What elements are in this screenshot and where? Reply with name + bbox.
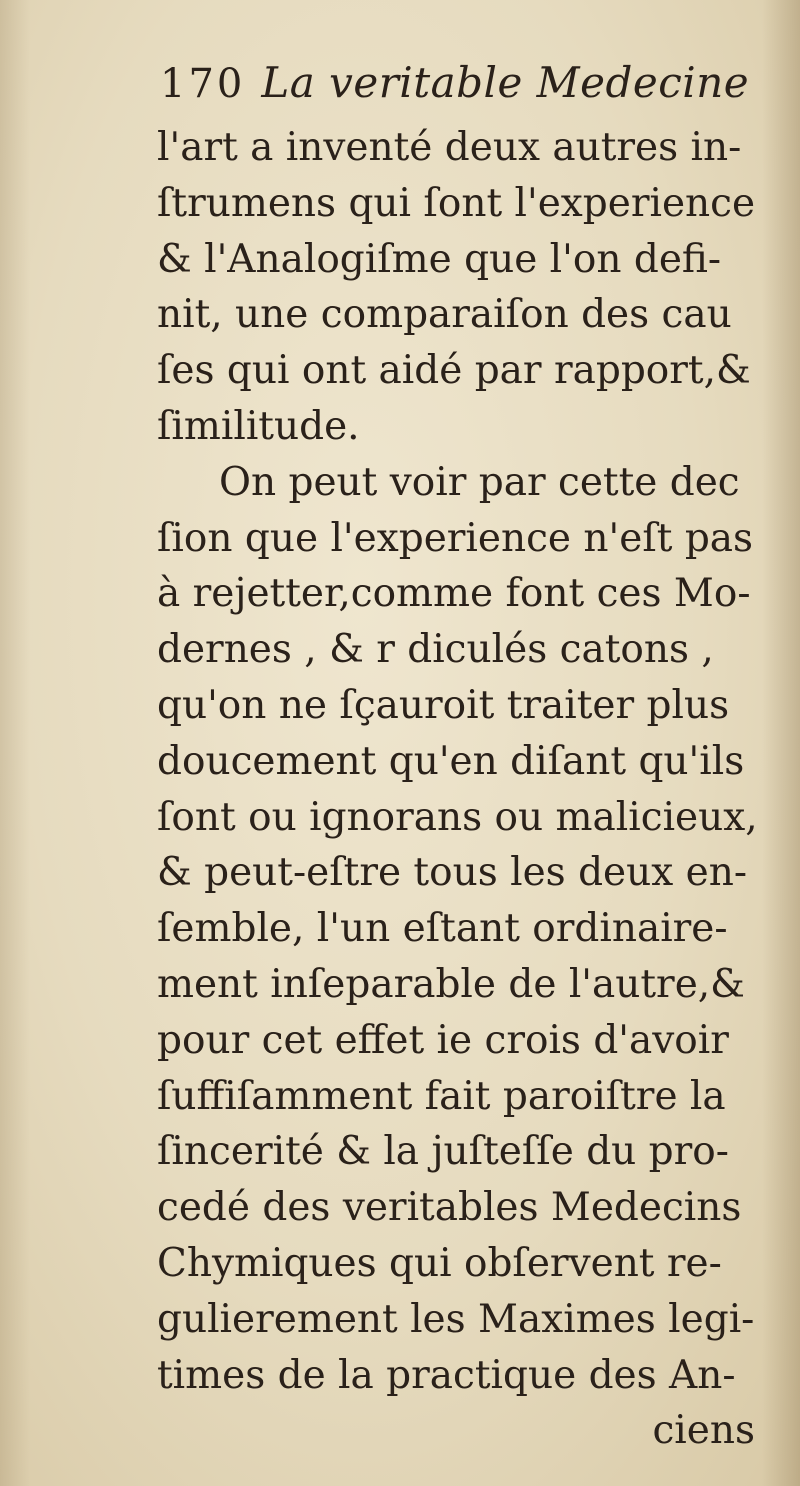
text-line: dernes , & r diculés catons , — [157, 627, 714, 673]
text-line: times de la practique des An- — [157, 1352, 736, 1398]
text-line: ment inſeparable de l'autre,& — [157, 961, 745, 1007]
page-number: 170 — [160, 61, 246, 107]
page-shadow-left — [0, 0, 30, 1486]
text-line: & peut-eſtre tous les deux en- — [157, 850, 748, 896]
page-shadow-right — [762, 0, 800, 1486]
text-line: pour cet effet ie crois d'avoir — [157, 1017, 729, 1063]
text-line: qu'on ne ſçauroit traiter plus — [157, 682, 730, 728]
text-line: ſimilitude. — [157, 403, 360, 449]
paragraph-start-line: On peut voir par cette dec — [219, 459, 740, 505]
text-line: nit, une comparaiſon des cau — [157, 292, 732, 338]
text-line: ſont ou ignorans ou malicieux, — [157, 794, 758, 840]
body-text — [157, 120, 767, 1459]
text-line: gulierement les Maximes legi- — [157, 1296, 755, 1342]
text-line: ſuffiſamment fait paroiſtre la — [157, 1073, 726, 1119]
text-line: à rejetter,comme font ces Mo- — [157, 571, 751, 617]
page-header — [160, 58, 749, 118]
text-line: ſemble, l'un eſtant ordinaire- — [157, 906, 728, 952]
running-title: La veritable Medecine — [261, 58, 750, 107]
text-line: l'art a inventé deux autres in- — [157, 125, 742, 170]
text-line: ſes qui ont aidé par rapport,& — [157, 348, 751, 394]
text-line: cedé des veritables Medecins — [157, 1185, 742, 1231]
text-line: ſincerité & la juſteſſe du pro- — [157, 1129, 729, 1175]
text-line: ſion que l'experience n'eſt pas — [157, 515, 754, 561]
text-line: doucement qu'en diſant qu'ils — [157, 738, 745, 784]
text-line: Chymiques qui obſervent re- — [157, 1240, 722, 1286]
catchword: ciens — [652, 1408, 755, 1454]
text-line: & l'Analogiſme que l'on defi- — [157, 236, 722, 282]
text-line: ſtrumens qui ſont l'experience — [157, 180, 756, 226]
